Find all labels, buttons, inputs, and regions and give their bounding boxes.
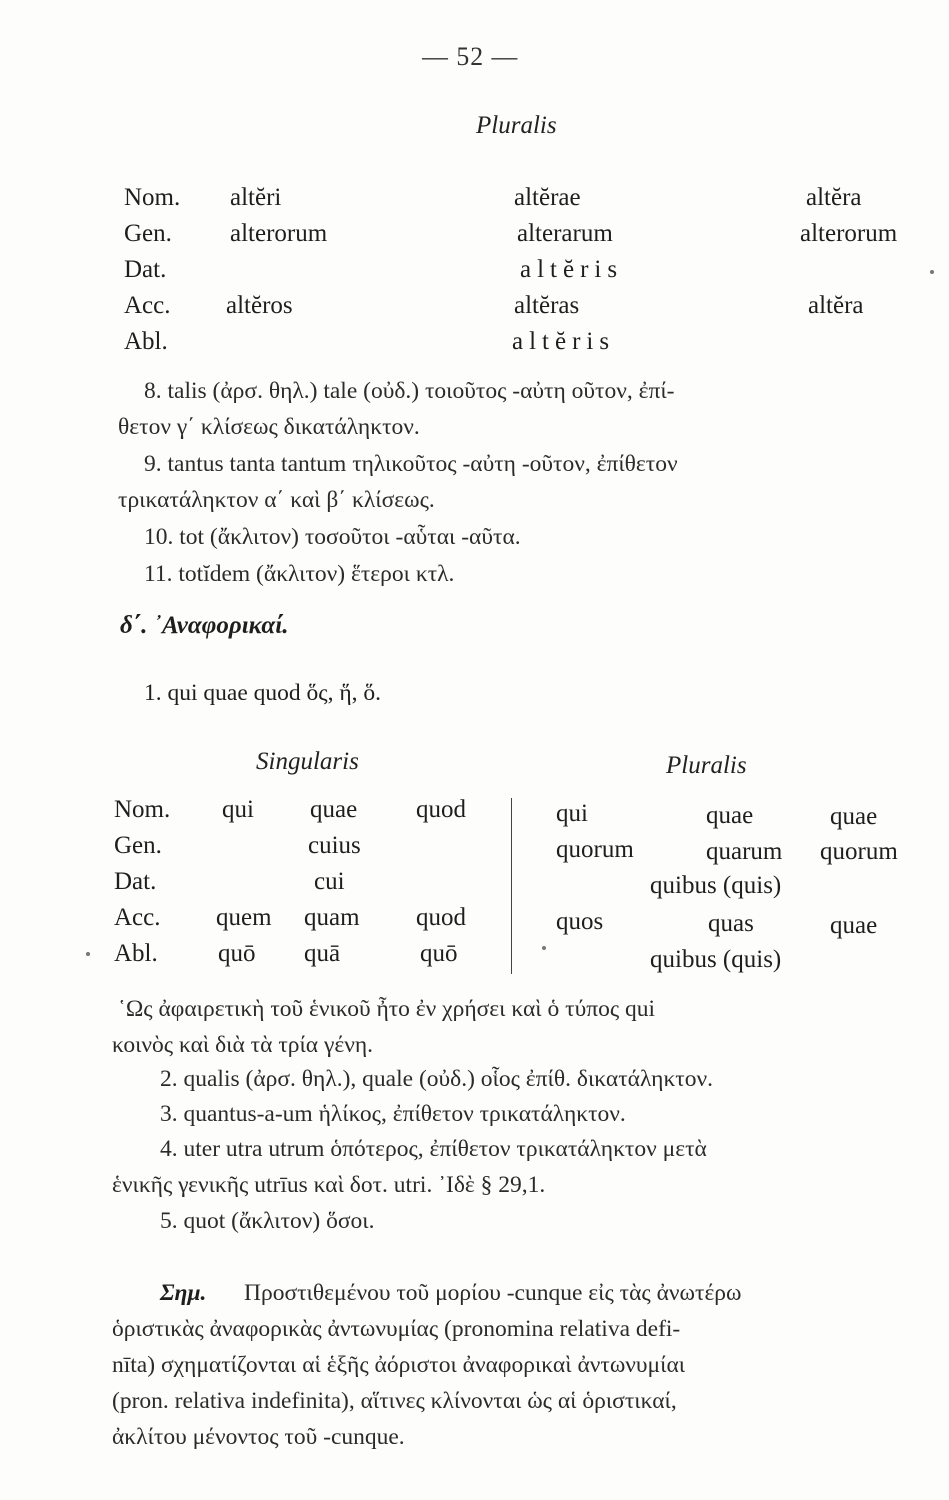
item-text: talis (ἀρσ. θηλ.) tale (οὐδ.) τοιοῦτος -αὐτη οῦτον, ἐπί-	[167, 378, 675, 404]
list-item	[144, 378, 674, 405]
remark-line: Προστιθεμένου τοῦ μορίου -cunque εἰς τὰς ἀνωτέρω	[244, 1280, 742, 1306]
list-item	[144, 561, 454, 588]
case-label: Dat.	[124, 256, 167, 283]
cell-f: altĕris	[512, 328, 616, 355]
item-text: totĭdem (ἄκλιτον) ἕτεροι κτλ.	[178, 561, 455, 587]
cell: quā	[304, 940, 341, 967]
case-label: Dat.	[114, 868, 157, 895]
note-line: ῾Ως ἀφαιρετικὴ τοῦ ἑνικοῦ ἦτο ἐν χρήσει καὶ ὁ τύπος qui	[118, 996, 656, 1022]
list-item: 2. qualis (ἀρσ. θηλ.), quale (οὐδ.) οἷος ἐπίθ. δικατάληκτον.	[160, 1066, 713, 1092]
list-item: 5. quot (ἄκλιτον) ὅσοι.	[160, 1208, 375, 1234]
print-speck	[86, 952, 90, 956]
remark-line: ὁριστικὰς ἀναφορικὰς ἀντωνυμίας (pronomina relativa defi-	[112, 1316, 681, 1342]
singularis-title: Singularis	[256, 748, 359, 775]
section-heading: δ΄. ᾿Αναφορικαί.	[120, 612, 289, 639]
cell: quod	[416, 796, 466, 823]
page-number: — 52 —	[422, 42, 519, 71]
case-label: Acc.	[114, 904, 161, 931]
cell-n: altĕra	[808, 292, 864, 319]
cell: quorum	[820, 838, 898, 865]
cell-f: altĕrae	[514, 184, 581, 211]
item-number: 11.	[144, 561, 173, 587]
case-label: Gen.	[124, 220, 172, 247]
list-item: 3. quantus-a-um ἡλίκος, ἐπίθετον τρικατάληκτον.	[160, 1101, 626, 1127]
list-item-cont: θετον γ΄ κλίσεως δικατάληκτον.	[118, 414, 420, 440]
item-text: tot (ἄκλιτον) τοσοῦτοι -αὗται -αῦτα.	[179, 524, 521, 550]
item-number: 10.	[144, 524, 174, 550]
cell: quae	[310, 796, 358, 823]
note-line: κοινὸς καὶ διὰ τὰ τρία γένη.	[112, 1032, 374, 1058]
cell: quarum	[706, 838, 783, 865]
cell: quō	[218, 940, 256, 967]
cell-f: altĕris	[520, 256, 624, 283]
remark-line: ἀκλίτου μένοντος τοῦ -cunque.	[112, 1424, 405, 1450]
pluralis-title: Pluralis	[476, 112, 557, 139]
cell-n: altĕra	[806, 184, 862, 211]
cell-f: alterarum	[517, 220, 613, 247]
cell: quas	[708, 910, 754, 937]
cell: quibus (quis)	[650, 872, 782, 899]
cell: quam	[304, 904, 360, 931]
cell-n: alterorum	[800, 220, 898, 247]
cell: quorum	[556, 836, 634, 863]
cell-m: altĕri	[230, 184, 282, 211]
list-item	[144, 451, 678, 478]
print-speck	[542, 946, 546, 950]
list-item	[144, 524, 521, 551]
cell: qui	[222, 796, 254, 823]
cell: quos	[556, 908, 604, 935]
cell: quod	[416, 904, 466, 931]
remark-line: (pron. relativa indefinita), αἵτινες κλίνονται ὡς αἱ ὁριστικαί,	[112, 1388, 677, 1414]
case-label: Acc.	[124, 292, 171, 319]
case-label: Abl.	[124, 328, 168, 355]
cell-m: alterorum	[230, 220, 328, 247]
cell: quae	[830, 803, 878, 830]
item-text: tantus tanta tantum τηλικοῦτος -αὐτη -οῦτον, ἐπίθετον	[167, 451, 678, 477]
cell: cui	[314, 868, 345, 895]
case-label: Nom.	[124, 184, 181, 211]
list-item-cont: ἑνικῆς γενικῆς utrīus καὶ δοτ. utri. ᾿Ιδὲ § 29,1.	[112, 1172, 546, 1198]
case-label: Nom.	[114, 796, 171, 823]
remark-line: nīta) σχηματίζονται αἱ ἑξῆς ἀόριστοι ἀναφορικαὶ ἀντωνυμίαι	[112, 1352, 686, 1378]
table-divider	[511, 798, 512, 974]
cell-m: altĕros	[226, 292, 293, 319]
cell: qui	[556, 800, 588, 827]
cell: quō	[420, 940, 458, 967]
case-label: Gen.	[114, 832, 162, 859]
item-number: 8.	[144, 378, 162, 404]
cell: quae	[830, 912, 878, 939]
case-label: Abl.	[114, 940, 158, 967]
print-speck	[930, 270, 934, 274]
list-item: 4. uter utra utrum ὁπότερος, ἐπίθετον τρικατάληκτον μετὰ	[160, 1136, 707, 1162]
pluralis-title-2: Pluralis	[666, 752, 747, 779]
item-qui: 1. qui quae quod ὅς, ἥ, ὅ.	[144, 680, 381, 706]
list-item-cont: τρικατάληκτον α΄ καὶ β΄ κλίσεως.	[118, 487, 435, 513]
remark-label: Σημ.	[160, 1280, 207, 1306]
item-number: 9.	[144, 451, 162, 477]
cell-f: altĕras	[514, 292, 580, 319]
cell: quem	[216, 904, 272, 931]
cell: cuius	[308, 832, 361, 859]
cell: quae	[706, 802, 754, 829]
cell: quibus (quis)	[650, 946, 782, 973]
